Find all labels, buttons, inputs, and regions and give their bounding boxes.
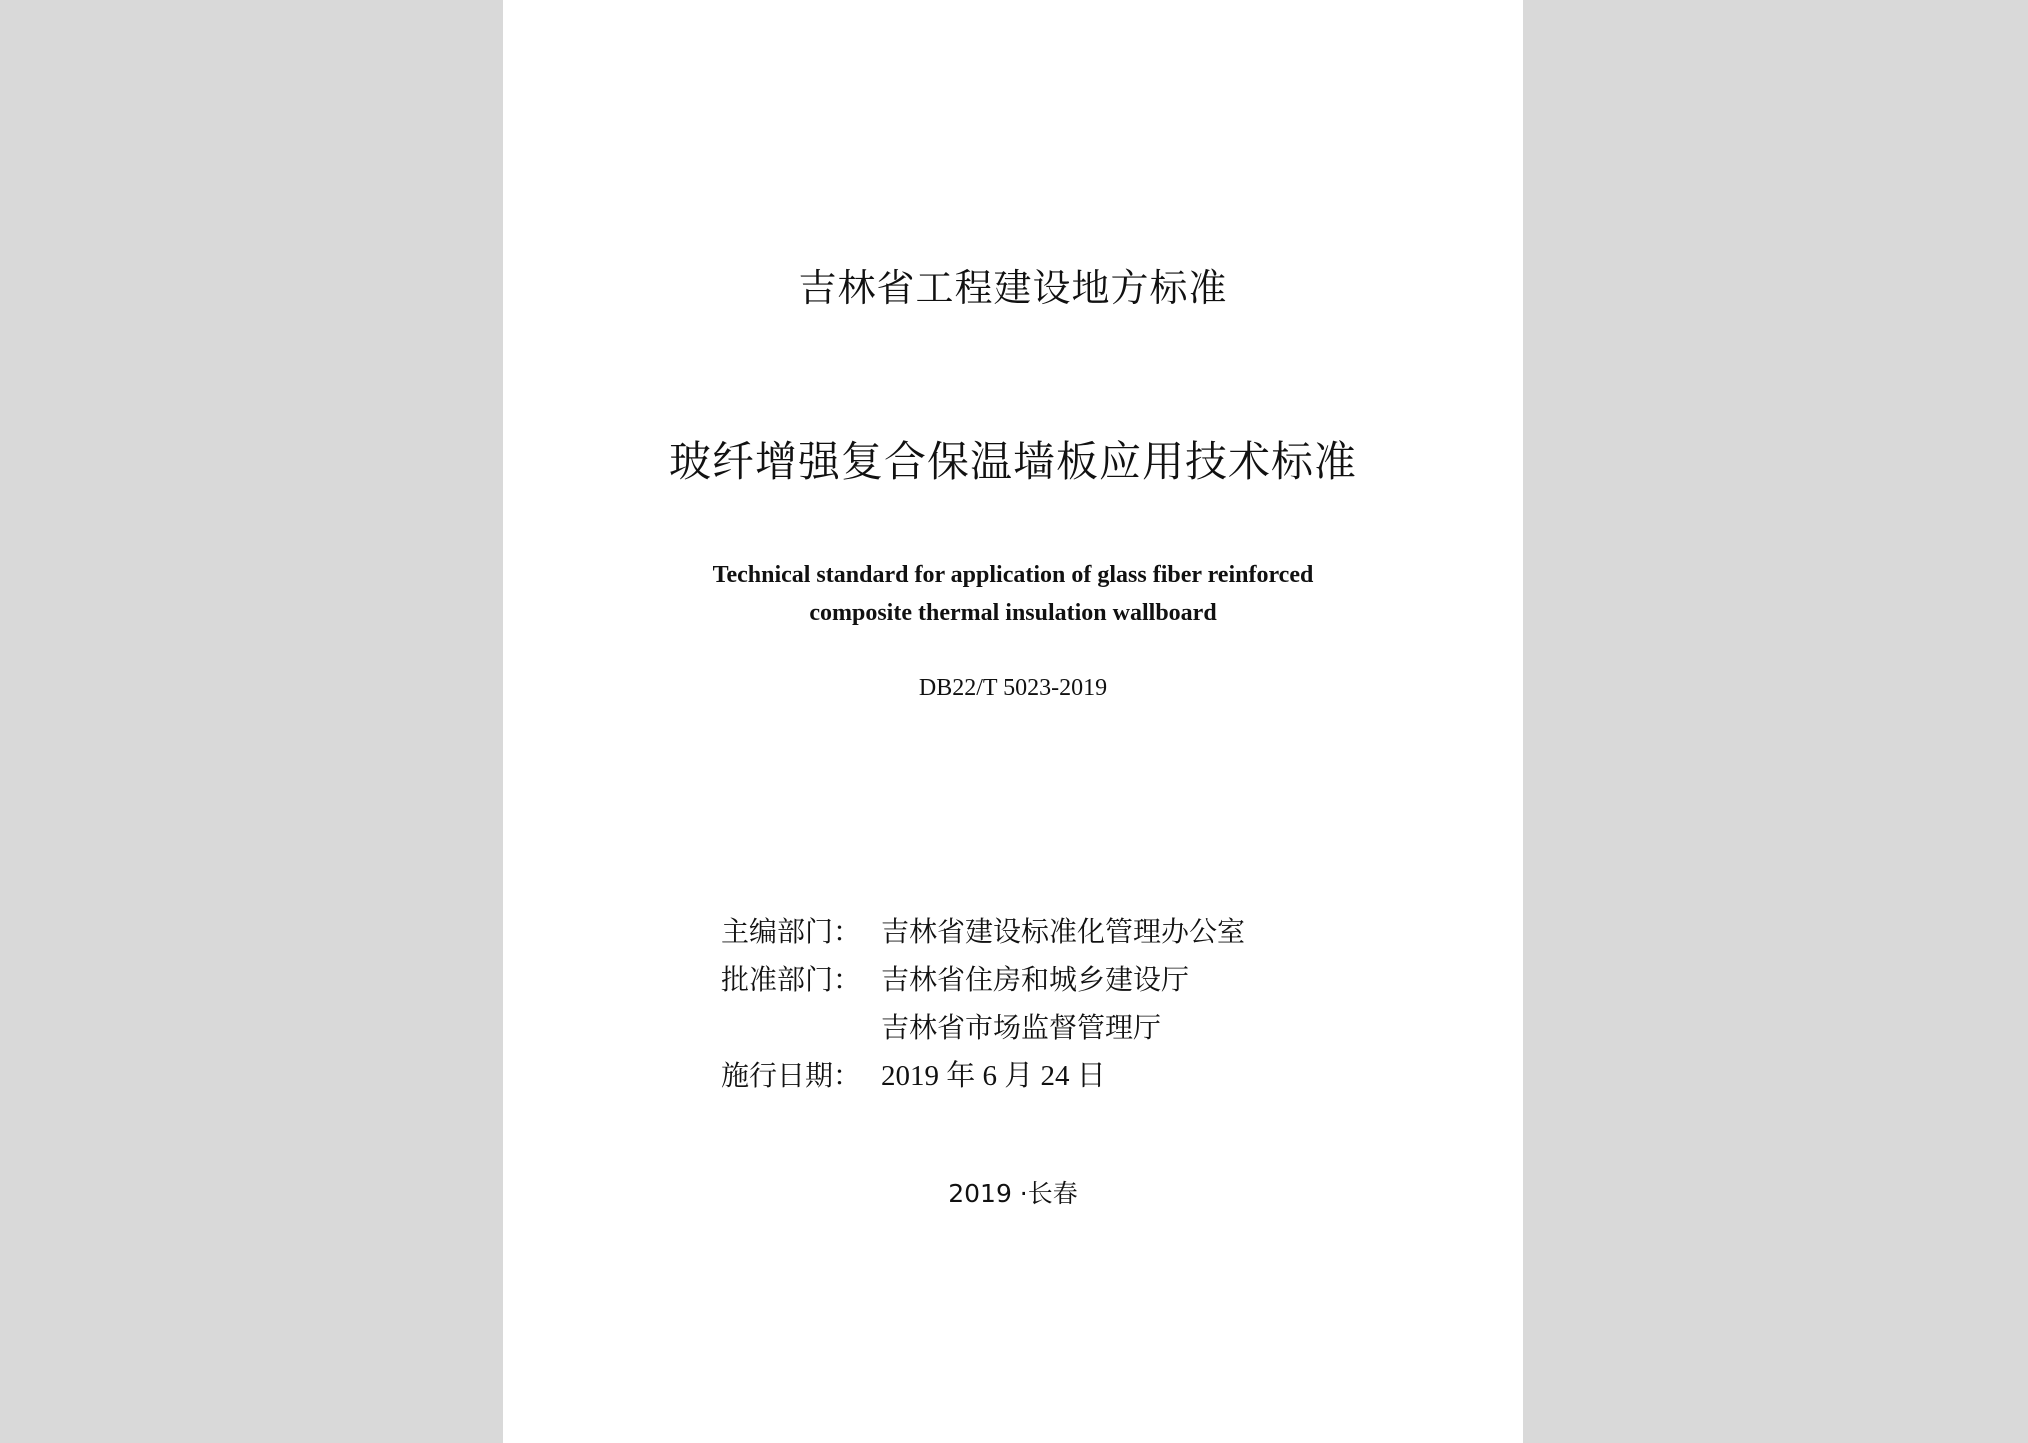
standard-title-english-line-2: composite thermal insulation wallboard — [809, 600, 1217, 626]
editor-label: 主编部门： — [721, 915, 862, 948]
standard-title-english-line-1: Technical standard for application of glass fiber reinforced — [712, 562, 1314, 588]
document-page — [503, 0, 1523, 1443]
series-title: 吉林省工程建设地方标准 — [798, 266, 1228, 310]
approver-label-spacer — [721, 1004, 881, 1052]
approver-row — [721, 956, 1245, 1004]
approver-value-2: 吉林省市场监督管理厅 — [881, 1011, 1162, 1044]
approver-row-2 — [721, 1004, 1245, 1052]
standard-title-chinese: 玻纤增强复合保温墙板应用技术标准 — [668, 437, 1357, 486]
publication-place-year: 2019 ·长春 — [948, 1179, 1078, 1208]
standard-code: DB22/T 5023-2019 — [918, 675, 1108, 701]
editor-row — [721, 908, 1245, 956]
effective-date-label: 施行日期： — [721, 1059, 862, 1092]
effective-date-value: 2019 年 6 月 24 日 — [881, 1060, 1106, 1092]
effective-date-row — [721, 1052, 1245, 1100]
approver-value-1: 吉林省住房和城乡建设厅 — [881, 963, 1190, 996]
standard-title-english — [503, 556, 1523, 632]
approver-label: 批准部门： — [721, 963, 862, 996]
editor-value: 吉林省建设标准化管理办公室 — [881, 915, 1246, 948]
publication-info — [721, 908, 1245, 1100]
